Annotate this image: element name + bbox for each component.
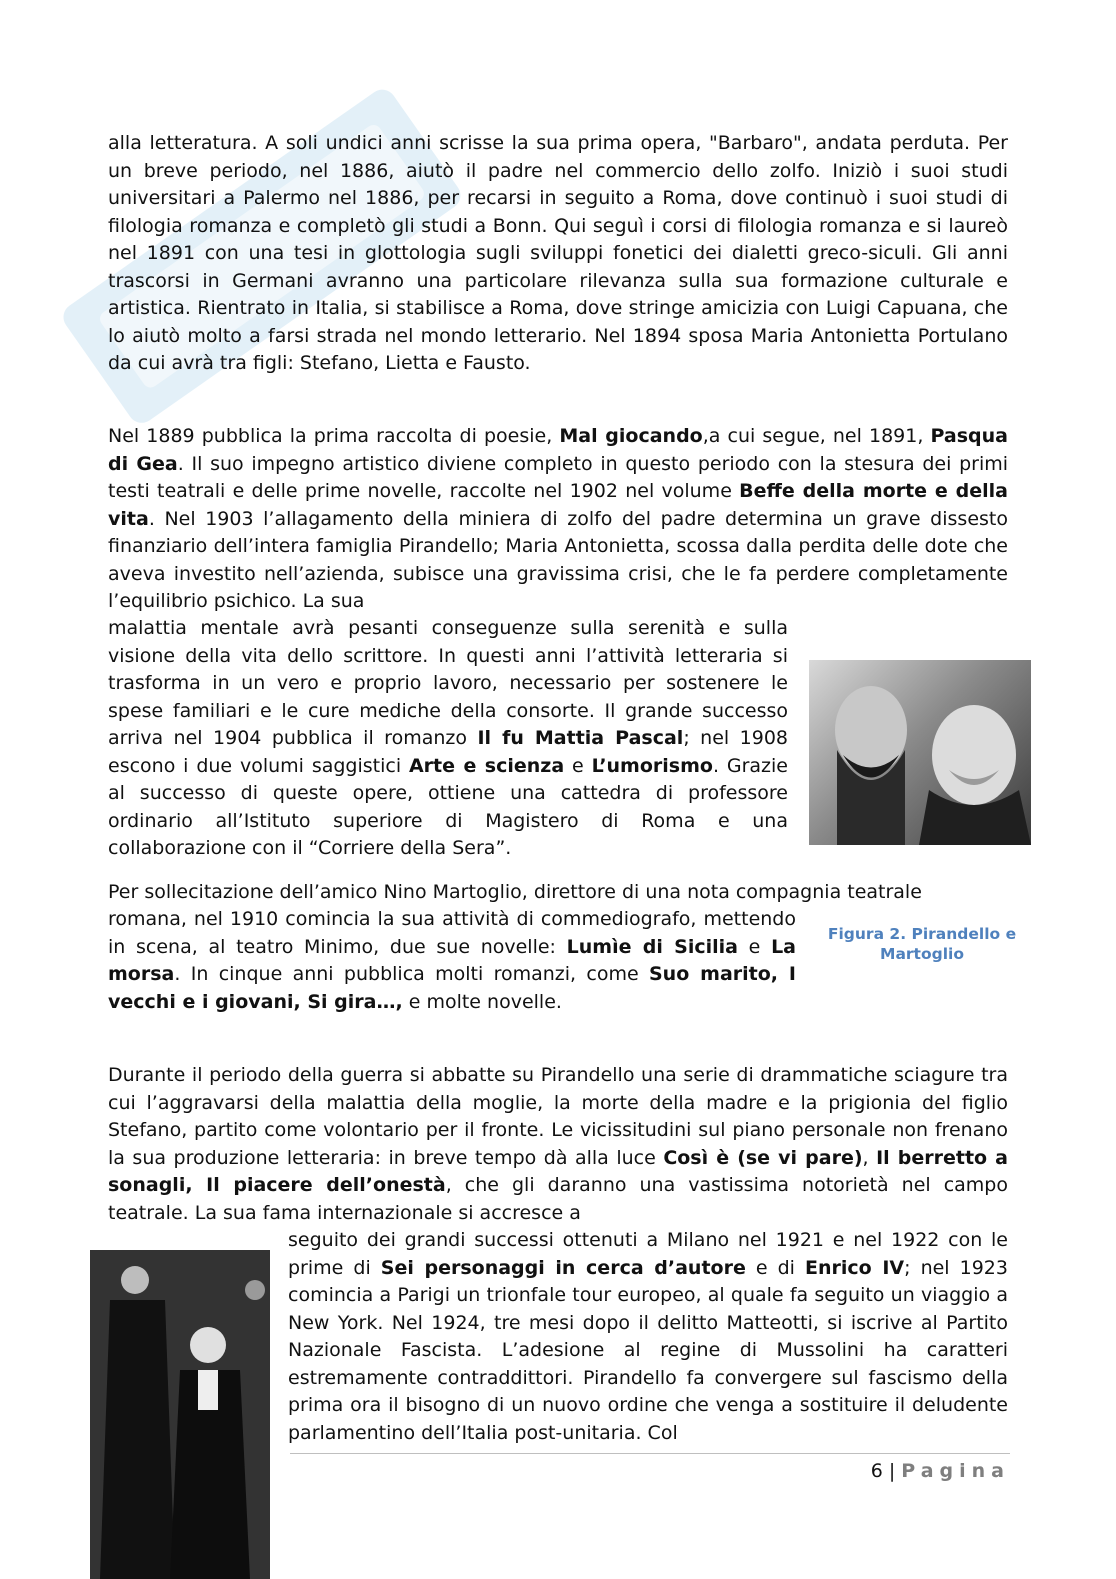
paragraph-4-first-line: Per sollecitazione dell’amico Nino Martoglio, direttore di una nota compagnia teatrale	[108, 881, 922, 903]
title-la-morsa: La morsa	[108, 935, 796, 985]
title-cosi-e: Così è (se vi pare)	[663, 1146, 863, 1169]
title-romanzi: Suo marito, I vecchi e i giovani, Si gira…,	[108, 963, 796, 1013]
paragraph-5: Durante il periodo della guerra si abbatte su Pirandello una serie di drammatiche sciagure tra cui l’aggravarsi della malattia della moglie, la morte della madre e la prigionia del figlio Stefano, partito come volontario per il fronte. Le vicissitudini sul piano personale non frenano la sua produzione letteraria: in breve tempo dà alla luce Così è (se vi pare), Il berretto a sonagli, Il piacere dell’onestà, che gli daranno una vastissima notorietà nel campo teatrale. La sua fama internazionale si accresce a	[108, 1064, 1008, 1224]
footer-separator: |	[888, 1460, 896, 1482]
nobel-ceremony-photo	[90, 1250, 270, 1579]
figure-caption: Figura 2. Pirandello e Martoglio	[827, 925, 1017, 963]
paragraph-2: Nel 1889 pubblica la prima raccolta di poesie, Mal giocando,a cui segue, nel 1891, Pasqua di Gea. Il suo impegno artistico diviene completo in questo periodo con la stesura dei primi testi teatrali e delle prime novelle, raccolte nel 1902 nel volume Beffe della morte e della vita. Nel 1903 l’allagamento della miniera di zolfo del padre determina un grave dissesto finanziario dell’intera famiglia Pirandello; Maria Antonietta, scossa dalla perdita delle dote che aveva investito nell’azienda, subisce una gravissima crisi, che le fa perdere completamente l’equilibrio psichico. La sua	[108, 425, 1009, 612]
page-label: Pagina	[901, 1460, 1010, 1482]
footer-divider	[290, 1453, 1010, 1454]
paragraph-6: seguito dei grandi successi ottenuti a Milano nel 1921 e nel 1922 con le prime di Sei personaggi in cerca d’autore e di Enrico IV; nel 1923 comincia a Parigi un trionfale tour europeo, al quale fa seguito un viaggio a New York. Nel 1924, tre mesi dopo il delitto Matteotti, si iscrive al Partito Nazionale Fascista. L’adesione al regine di Mussolini ha caratteri estremamente contraddittori. Pirandello fa convergere sul fascismo della prima ora il bisogno di un nuovo ordine che venga a sostituire il deludente parlamentino dell’Italia post-unitaria. Col	[288, 1229, 1008, 1444]
paragraph-3: malattia mentale avrà pesanti conseguenze sulla serenità e sulla visione della vita dello scrittore. In questi anni l’attività letteraria si trasforma in un vero e proprio lavoro, necessario per sostenere le spese familiari e le cure mediche della consorte. Il grande successo arriva nel 1904 pubblica il romanzo Il fu Mattia Pascal; nel 1908 escono i due volumi saggistici Arte e scienza e L’umorismo. Grazie al successo di queste opere, ottiene una cattedra di professore ordinario all’Istituto superiore di Magistero di Roma e una collaborazione con il “Corriere della Sera”.	[108, 617, 788, 859]
page-footer	[700, 1458, 1010, 1485]
paragraph-4: romana, nel 1910 comincia la sua attività di commediografo, mettendo in scena, al teatro Minimo, due sue novelle: Lumìe di Sicilia e La morsa. In cinque anni pubblica molti romanzi, come Suo marito, I vecchi e i giovani, Si gira…, e molte novelle.	[108, 908, 796, 1013]
title-lumie-di-sicilia: Lumìe di Sicilia	[566, 935, 738, 958]
title-arte-e-scienza: Arte e scienza	[408, 754, 565, 777]
title-sei-personaggi: Sei personaggi in cerca d’autore	[380, 1256, 746, 1279]
title-umorismo: L’umorismo	[591, 754, 713, 777]
title-berretto-piacere: Il berretto a sonagli, Il piacere dell’onestà	[108, 1146, 1008, 1196]
paragraph-1: alla letteratura. A soli undici anni scrisse la sua prima opera, "Barbaro", andata perduta. Per un breve periodo, nel 1886, aiutò il padre nel commercio dello zolfo. Iniziò i suoi studi universitari a Palermo nel 1886, per recarsi in seguito a Roma, dove continuò i suoi studi di filologia romanza e completò gli studi a Bonn. Qui seguì i corsi di filologia romanza e si laureò nel 1891 con una tesi in glottologia sugli sviluppi fonetici dei dialetti greco-siculi. Gli anni trascorsi in Germani avranno una particolare rilevanza sulla sua formazione culturale e artistica. Rientrato in Italia, si stabilisce a Roma, dove stringe amicizia con Luigi Capuana, che lo aiutò molto a farsi strada nel mondo letterario. Nel 1894 sposa Maria Antonietta Portulano da cui avrà tra figli: Stefano, Lietta e Fausto.	[108, 132, 1008, 374]
title-mattia-pascal: Il fu Mattia Pascal	[477, 727, 684, 749]
title-enrico-iv: Enrico IV	[805, 1256, 905, 1279]
title-mal-giocando: Mal giocando	[559, 425, 703, 447]
page-number: 6	[870, 1460, 883, 1482]
figure-pirandello-martoglio-photo	[809, 660, 1031, 845]
title-beffe: Beffe della morte e della vita	[108, 480, 1008, 530]
title-pasqua-di-gea: Pasqua di Gea	[108, 425, 1008, 475]
